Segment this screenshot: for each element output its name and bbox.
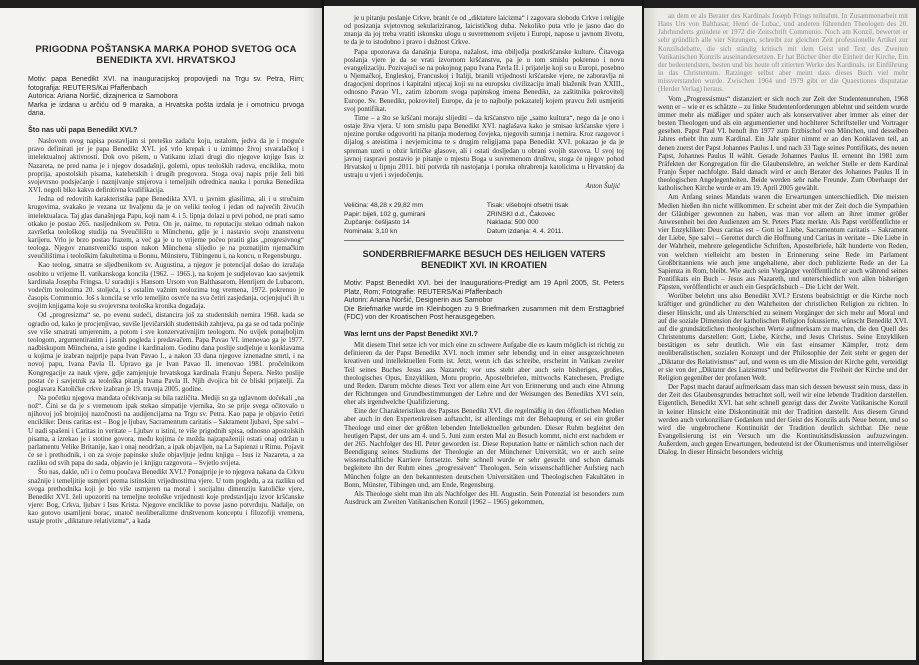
left-meta-motif: Motiv: papa Benedikt XVI. na inauguracijskoj propovijedi na Trgu sv. Petra, Rim; fotografija: REUTERS/Kai Pfaffenbach xyxy=(28,76,304,92)
left-paragraph: Naslovom ovog napisa postavljam si preteško zadaću koju, ustalom, jedva da je i moguće pravo definirati jer je papa Benedikt XVI. još vrlo krepak i u iznimno živoj stvaralačkoj i intelektualnoj aktivnosti. Dok ovo pišem, u Vatikanu izlazi drugi dio njegove knjige Isus iz Nazareta, ne pred nama je i njegov dosadašnji, golemi, opus teoloških radova, enciklika, motu proprija, apostolskih pisama, katehetskih i drugih pregovora. Stoga ovaj napis prije želi biti svojevrsno podsjećanje i naznjivanje smjerova i temeljnih odrednica nauka i poruka Benedikta XVI. negoli biko kakva definitivna kvalifikacija. xyxy=(28,137,304,195)
right-paragraph: Vom „Progressismus“ distanziert er sich noch zur Zeit der Studentenunruhen, 1968 wenn er – wie er es schätzte – zu linke Studentenforderungen ablehnt und seitdem wurde immer mehr als mäßiger und später auch als konservativer aber immer als einer der besten Theologen und als ein argumentierter und hochlterer Schriftsteller und Vortrager gesehen. Papst Paul VI. benuft ihn 1977 zum Erzbischof von München, und desselben Jahres erhebt ihn zum Kardinal. Ein Jahr später nimmt er an den Konklaven teil, an denen zuerst der Papst Johannes Paulus I. und nach 33 Tage seines Pontifikats, des neuen Papst, Johannes Paulus II wählt. Gerade Johannes Paulus II. ernennt ihn 1981 zum Präfekten der Kongregation für die Glaubenslehre, an welcher Stelle er dem Kardinal Franjo Šeper nachfolgte. Bald danach wird er auch Berater des Johannes Paulus II in theologischen Angelegenheiten. Beide werden sehr nahe Freunde. Zum Oberhaupt der katholischen Kirche wurde er am 19. April 2005 gewählt. xyxy=(658,94,908,193)
right-paragraph: Der Papst macht darauf aufmerksam dass man sich dessen bewusst sein muss, dass in der Zeit des Glaubensgrundes betrachtet soll, weil wir eine lebende Tradition darstellen. Eigentlich, Benedikt XVI. hat sehr schnell gezeigt dass der Zweite Vatikanische Konzil in keiner Hinsicht eine Diskontinuität mit der Tradition darstellt. Aus diesem Grund werden auch vorkonziliare Gedanken und der Geist des Konzils aufs Neue betont, und so wird die ungebrochene Kontinuität der Tradition deutlich sichtbar. Die neue Evangelisierung ist ein Versuch um die Kontinuitätsdiskussion aufzuzwingen. Außerdem, auch gegen Erwartungen, bedeutend ist der Ökumenismus und interreligiöser Dialog. In dieser Hinsicht besonders wichtig xyxy=(658,383,908,457)
left-page-content xyxy=(28,22,304,526)
stamp-specifications xyxy=(344,202,624,236)
left-paragraph: Od „progresizma“ se, po evenu sudeći, distancira još za studentskih nemira 1968. kada se ogradio od, kako je procjenjivao, suviše ljevičarskih studentskih zahtjeva, pa ga se od tada počinje sve više smatrati umjerenim, a potom i sve konzervativnijim teologom. No uvijek ponajboljim teologom, argumentiranim i jasnih pogleda i predavačem. Papa Pavao VI. imenovao ga je 1977. nadbiskupom Münchena, a iste godine i kardinalom. Godinu dana poslije sudjeluje u konklavama u kojima je izabran najprije papa Ivan Pavao I., a nakon 33 dana njegove iznenadne smrti, i na novoj papu, Ivana Pavla II. Upravo ga je Ivan Pavao II. imenovao 1981. pročelnikom Kongregacije za nauk vjere, gdje zamjenjuje hrvatskoga kardinala Franju Šepera. Nešto poslije postat će i savjetnik za teološka pitanja Ivana Pavla II. Njih dvojica bit će bliski prijatelji. Za poglavara Katoličke crkve izabran je 19. travnja 2005. godine. xyxy=(28,311,304,393)
specs-left-column xyxy=(344,202,481,236)
spec-printer: ZRINSKI d.d., Čakovec xyxy=(486,210,555,218)
german-title: SONDERBRIEFMARKE BESUCH DES HEILIGEN VATERS BENEDIKT XVI. IN KROATIEN xyxy=(362,248,606,270)
right-paragraph: Am Anfang seines Mandats waren die Erwartungen unterschiedlich. Die meisten Medien hießen ihn nicht willkommen. Er scheint aber mit der Zeit doch die Sympathien der Gläubiger gewonnen zu haben, was man vor allem an ihrer immer größer Anwesenheit bei den Audienzen am St. Peters Platz merkte. Als Papst veröffentlichte er vier Enzykliken: Deus caritas est – Gott ist Liebe, Sacramentum caritatis – Sakrament der Liebe, Spe salvi – Gerettet durch die Hoffnung und Caritas in veritate – Die Liebe in der Wahrheit, mehrere gelegentliche Schriften, Apostelbriefe, hält hunderte von Reden, von welchen vielleicht am besten in Erinnerung seine Rede im Parlament Großbritanniens wie auch jene ungehaltene, aber doch publizierte Rede an der La Sapienza in Rom, bleibt. Wie auch sein Vorgänger veröffentlicht er auch während seines Pontifikats ein Buch – Jesus aus Nazareth, und unterschiedlich von allen bisherigen Päpsten, veröffentlicht er auch ein Gesprächsbuch – Die Licht der Welt. xyxy=(658,193,908,292)
left-page-croatian xyxy=(0,8,322,660)
fold-shadow xyxy=(644,8,658,660)
german-paragraph: Eine der Charakteristiken des Papstes Benedikt XVI. die regelmäßig in den öffentlichen Medien aber auch in den Expertenkreisen auftaucht, ist allerdings mit der Behauptung er sei ein großer Theologe und einer der größten lebenden Intellektuellen gebunden. Dieser Ruhm begleitet den heutigen Papst, der uns am 4. und 5. Juni zum ersten Mal zu Besuch kommt, nicht erst nachdem er der 265. Nachfolger des Hl. Peter geworden ist. Diese Reputation hatte er nämlich schon nach der Beendigung seines Studiums der Theologie an der Münchener Universität, wo er auch seine wissenschaftliche Karriere fortsetzte. Sehr schnell wurde er sehr gesucht und schon damals begleitete ihn der Ruhm eines „progressiven“ Theologen. Sein wissenschaftlicher Aufstieg nach München folgte an den bekanntesten deutschen Universitäten und Theologischen Fakultäten in Bonn, Münster, Tübingen und, am Ende, Regensburg. xyxy=(344,407,624,489)
middle-paragraph: Papa upozorava da današnja Europa, nažalost, ima obiljeđja postkršćanske kulture. Čitavoga poslanja vjere je da se vrati izvornom kršćanstvu, pa je u tom smislu pokrenuo i novu evangelizaciju. Pozivajući se na pokojnog papu Ivana Pavla II. i prijatelje koji su u Europi, posebno u Njemačkoj, Engleskoj, Francuskoj i Italiji, branili vrijednosti kršćanske vjere, ne zaboravlja ni dragocjeni doprinos i kapitalni utjecaj koji su na europsku civilizaciju imali blaženik Ivan XXIII., odnosno Pavao VI., zatim izborom svoga papinskog imena Benedikt, za zaštitnika pokrovitelj Europe. Sv. Benedikt, pokrovitelj Europe, da je to najbolje pokazatelj kojem pravcu želi usmjeriti svoj pontifikat. xyxy=(344,47,624,113)
fold-shadow xyxy=(304,8,322,660)
spec-value: Nominala: 3,10 kn xyxy=(344,227,398,235)
left-paragraph: Na početku njegova mandata očekivanja su bila različita. Mediji su ga uglavnom dočekali „na nož“. Čini se da je s vremenom ipak stekao simpatije vjernika, što se prije svega očitovalo u njihovoj još brojnijoj nazočnosti na audijencijama na Trgu sv. Petra. Kao papa je objavio četiri enciklike: Deus caritas est – Bog je ljubav, Sacramentum caritatis – Sakrament ljubavi, Spe salvi – U nadi spašeni i Caritas in veritate – Ljubav u istini, te više prigodnih spisa, odnosno apostolskih pisama, a izrekao je i stotine govora, među kojima će možda najzapaženiji ostati onaj održan u parlamentu Velike Britanije, kao i onaj neodržan, a ipak objavljen, na La Sapienzi u Rimu. Pojavit će se i prethodnik, i on za svoje papinske služe objavljuje jednu knjigu – Isus iz Nazareta, a za razliku od svih papa do sada, objavio je i knjigu razgovora – Svjetlo svijeta. xyxy=(28,393,304,468)
left-paragraph: Što nas, dakle, uči i o čemu poučava Benedikt XVI.? Ponajprije je to njegova nakana da Crkvu snažnije i temeljitije usmjeri prema istinskim vrijednostima vjere. U tom pogledu, a za razliku od svoga prethodnika koji je bio više usmjeren na moral i socijalnu dimenziju katoličke vjere, Benedikt XVI. želi upozoriti na temeljne teološke vrijednosti koje predstavljaju izvor kršćanske vjere: Bog, Crkva, ljubav i Isus Krista. Njegove enciklike to povse jasno potvrđuju. Nadalje, on kao gotovo usamljeni borac, unatoč neoliberalizme društvenom konceptu i filozofiji vremena, ustaje protiv „diktature relativizma“, a kada xyxy=(28,468,304,526)
spec-run: Naklada: 500 000 xyxy=(486,219,539,227)
middle-paragraph: je u pitanju poslanje Crkve, branit će od „diktature laicizma“ i zagovara slobodu Crkve i religije od posizanja svjetovnog sekulariziranog, laicističkog duha. Nekoliko puta vrlo je jasno dao do znanja da joj treba vratiti iskonsku ulogu u suvremenom svijetu i Europi, napose u javnom životu, te da je to istodobno i pravo i dužnost Crkve. xyxy=(344,14,624,47)
right-paragraph: an dem er als Berater des Kardinals Joseph Frings teilnahm. In Zusammenarbeit mit Hans Urs von Balthasar, Henri de Lubac, und anderen führenden Theologen des 20. Jahrhunderts gründete er 1972 die Zeitschrift Communio. Noch am Konzil, bewertet er sehr gründlich alle vier Sitzungen, schreibt zur gleichen Zeit professionelle Artikel zur Konzilsdebatte, die sich ständig kritisch mit dem Geist und Text des Zweiten Vatikanischen Konzils auseinandersetzen. Er hat Bücher über die Einheit der Kirche, Ein der bedeutendsten, besten und bis heute oft zitierten Werke des Kardinals, ist Einführung in das Christentum. Ratzinger selbst aber meint dass dieses Buch viel mehr missverstanden wurde. Zwischen 1964 und 1979 gibt er die Quaestiones disputatae (Herder Verlag) heraus. xyxy=(658,12,908,94)
middle-paragraph: Time – a što se kršćani moraju slijediti – da kršćanstvo nije „samo kultura“, nego da je ono i ostaje živa vjera. U tom smislu papa Benedikt XVI. naglašava kako je smisao kršćanske vjere i njezine poruke odgovoriti na pitanja modernog čovjeka, njegovih sumnja i nemira. Kroz razgovor i dijalog s ateistima i nevjernicima te s drugim religijama papa Benedikt XVI. pokazao je da je spreman uzeti u obzir kritičke glasove, ali i ostati dosljedan u obrani svojih stavova. U svoj toj javnoj raspravi postavio je pitanje o mjestu Boga u suvremenom društvu, stoga će njegov pohod Hrvatskoj u lipnju 2011. biti potvrda tih nastojanja i poruka ohrabrenja katolicima u Hrvatskoj da ustraju u vjeri i svjedočenju. xyxy=(344,113,624,179)
german-meta-motif: Motiv: Papst Benedikt XVI. bei der Inaugurations-Predigt am 19 April 2005, St. Peters Platz, Rom; Fotografie: REUTERS/Kai Pfaffenbach xyxy=(344,279,624,296)
specs-right-column xyxy=(487,202,624,236)
author-signature: Anton Šuljić xyxy=(585,182,620,191)
middle-page-content xyxy=(344,14,624,507)
right-page-german xyxy=(644,8,916,660)
left-title: PRIGODNA POŠTANSKA MARKA POHOD SVETOG OCA BENEDIKTA XVI. HRVATSKOJ xyxy=(35,44,297,66)
right-paragraph: Worüber belehrt uns also Benedikt XVI.? Erstens beabsichtigt er die Kirche noch kräftiger und gründlicher zu den Wahrheiten der christlichen Religion zu richten. In dieser Hinsicht, und als Unterschied zu seinem Vorgänger der sich mehr auf Moral und auf die soziale Dimension der katholischen Religion fokussierte, wünscht Benedikt XVI. auf die grundsätzlichen theologischen Werte aufmerksam zu machen, die den Quell des Christentums darstellen: Gott, Liebe, Kirche, und Jesus Christus. Seine Enzykliken bestätigen es sehr deutlich. Wie ein fast einsamer Kämpfer, trotz dem neoliberalistischen, sozialen Konzept und der Philosophie der Zeit steht er gegen der „Diktatur des Relativismus“ auf, und wenn es um die Mission der Kirche geht, verteidigt er sie von der „Diktatur des Laizismus“ und befürwortet die Freiheit der Kirche und der Religion gegenüber der profanen Welt. xyxy=(658,292,908,382)
left-paragraph: Jedna od redovitih karakteristika pape Benedikta XVI. u javnim glasilima, ali i u stručnim krugovima, svakako je vezana uz hvaljenu da je on veliki teolog i jedan od najvećih živućih intelektualaca. Taj glas današnjega Papu, koji nam 4. i 5. lipnja dolazi u prvi pohod, ne prati samo otkako je postao 265. nasljednikom sv. Petra. On je, naime, tu reputaciju stekao odmah nakon završetka teološkog studija na Sveučilištu u Münchenu, gdje je i nastavio svoju znanstvenu karijeru. Vrlo je brzo postao frazem, a već ga je u to vrijeme počeo pratiti glas „progresivnog“ teologa. Njegov znanstvenički uspon nakon Münchena slijedio je na poznatijim njemačkim sveučilištima i teološkim fakultetima u Bonnu, Münsteru, Tübingenu i, na koncu, u Regensburgu. xyxy=(28,195,304,261)
german-meta-issue: Die Briefmarke wurde im Kleinbogen zu 9 Briefmarken zusammen mit dem Ersttagbrief (FDC) von der Kroatischen Post herausgegeben. xyxy=(344,305,624,322)
german-paragraph: Als Theologe sieht man ihn als Nachfolger des Hl. Augustin. Sein Potenzial ist besonders zum Ausdruck am Zweiten Vatikanischen Konzil (1962 – 1965) gekommen, xyxy=(344,489,624,506)
spec-size: Veličina: 48,28 x 29,82 mm xyxy=(344,202,424,210)
left-meta xyxy=(28,76,304,119)
middle-page xyxy=(324,6,642,662)
left-meta-author: Autorica: Ariana Noršić, dizajnerica iz Samobora xyxy=(28,93,178,101)
german-meta-author: Autorin: Ariana Noršić, Designerin aus Samobor xyxy=(344,297,493,305)
german-paragraph: Mit diesem Titel setze ich vor mich eine zu schwere Aufgabe die es kaum möglich ist richtig zu definieren da der Papst Benedikt XVI. noch immer sehr lebendig und in einer ausgezeichneten kreativen und intellektuellen Form ist. Jetzt, wenn ich das schreibe, erscheint in Vatikan zweiter Teil seines Buches Jesus aus Nazareth; vor uns steht aber auch sein bisheriges, großes, theologisches Opus, Enzykliken, Motu proprio, Apostelbriefen, mittwochs Katechesen, Predigte und Reden. Darum möchte dieses Text vor allem eine Art von Erinnerung und auch eine Ahnung der Richtungen und Grundbestimmungen der Lehre und der Weisungen des Benedikts XVI sein, eher als irgendwelche Qualifizierung. xyxy=(344,341,624,407)
right-page-content xyxy=(658,12,908,457)
left-paragraph: Kao teolog, smatra se sljedbenikom sv. Augustina, a njegov je potencijal došao do izražaja osobito u vrijeme II. vatikanskoga koncila (1962. – 1965.), na kojem je sudjelovao kao savjetnik kardinala Josepha Fringsa. U suradnji s Hansom Ursom von Balthasarom, Henrijem de Lubacom, vodećim teolozima 20. stoljeća, i s ostalim važnim teolozima tog vremena, 1972. pokrenuo je časopis Communio. Još s koncila se vrlo temeljito osvrće na sva četiri zasjedanja, ocjenjujući ih u svojim knjigama koje su svojevrsna teološka kronika događaja. xyxy=(28,261,304,311)
spec-paper: Papir: bijeli, 102 g, gumirani xyxy=(344,210,426,218)
left-meta-issue: Marka je izdana u arčiću od 9 maraka, a Hrvatska pošta izdala je i omotnicu prvoga dana. xyxy=(28,101,304,118)
german-meta xyxy=(344,280,624,323)
spec-perforation: Zupčanje: češljasto 14 xyxy=(344,219,410,227)
divider xyxy=(344,240,624,241)
left-subheading: Što nas uči papa Benedikt XVI.? xyxy=(28,124,138,134)
german-subheading: Was lernt uns der Papst Benedikt XVI.? xyxy=(344,328,478,338)
spec-date: Datum izdanja: 4. 4. 2011. xyxy=(486,227,564,235)
spec-print: Tisak: višebojni ofsetni tisak xyxy=(486,202,569,210)
